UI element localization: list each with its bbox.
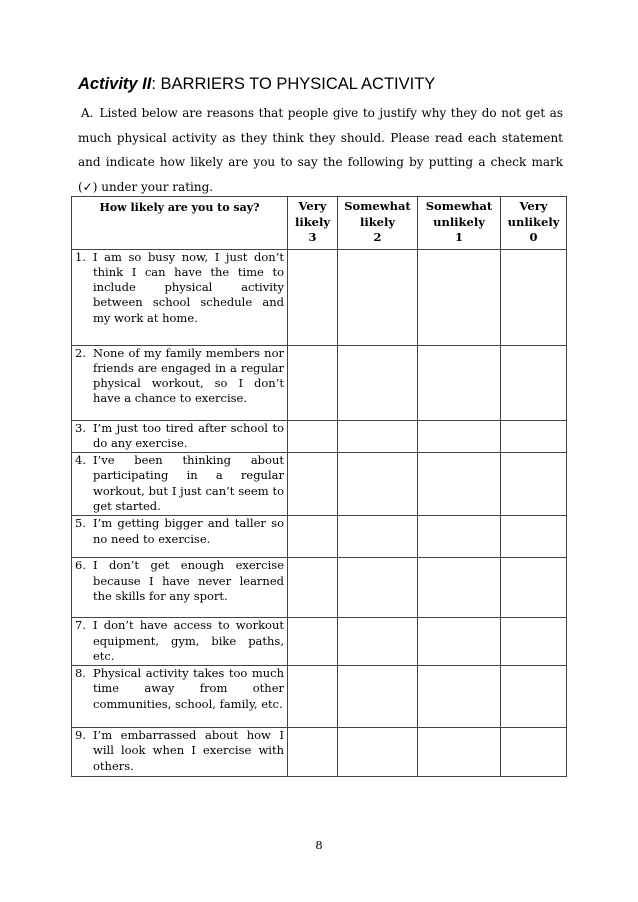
instructions-paragraph (78, 101, 563, 199)
table-row (72, 558, 567, 618)
statement-number: 7. (75, 618, 86, 633)
rating-cell-very-likely[interactable] (288, 420, 338, 453)
activity-heading (78, 75, 435, 94)
rating-cell-very-unlikely[interactable] (501, 249, 567, 345)
rating-header-somewhat-unlikely (418, 197, 501, 250)
rating-score: 1 (454, 230, 463, 244)
statement-text: I’m just too tired after school to do any exercise. (93, 420, 284, 450)
rating-header-line: unlikely (507, 214, 560, 229)
table-row (72, 666, 567, 728)
rating-header-line: likely (294, 214, 331, 229)
table-row (72, 453, 567, 516)
heading-separator: : (151, 75, 161, 93)
statement-cell (72, 516, 288, 558)
rating-cell-very-likely[interactable] (288, 249, 338, 345)
rating-cell-very-likely[interactable] (288, 453, 338, 516)
rating-cell-somewhat-unlikely[interactable] (418, 618, 501, 666)
statement-cell (72, 453, 288, 516)
statement-cell (72, 249, 288, 345)
table-row (72, 249, 567, 345)
rating-header-line: Very (298, 199, 327, 213)
rating-score: 2 (373, 230, 382, 244)
rating-cell-somewhat-likely[interactable] (338, 666, 418, 728)
rating-header-line: Very (519, 199, 548, 213)
rating-cell-somewhat-unlikely[interactable] (418, 420, 501, 453)
statement-text: I’m embarrassed about how I will look when I exercise with others. (93, 728, 284, 773)
rating-cell-very-unlikely[interactable] (501, 618, 567, 666)
statement-number: 4. (75, 453, 86, 468)
statement-cell (72, 666, 288, 728)
rating-cell-very-likely[interactable] (288, 558, 338, 618)
rating-header-line: Somewhat (344, 199, 411, 213)
statement-number: 1. (75, 249, 86, 264)
table-row (72, 420, 567, 453)
statement-number: 6. (75, 558, 86, 573)
rating-cell-very-unlikely[interactable] (501, 558, 567, 618)
instructions-text: Listed below are reasons that people give to justify why they do not get as much physical activity as they think they should. Please read each statement and indicate how likely are you to say the following by putting a check mark (✓) under your rating. (78, 106, 563, 194)
statement-cell (72, 420, 288, 453)
rating-cell-very-unlikely[interactable] (501, 516, 567, 558)
table-row (72, 618, 567, 666)
table-row (72, 728, 567, 777)
rating-cell-very-likely[interactable] (288, 728, 338, 777)
rating-cell-very-likely[interactable] (288, 618, 338, 666)
statement-cell (72, 618, 288, 666)
rating-cell-somewhat-unlikely[interactable] (418, 666, 501, 728)
rating-cell-very-unlikely[interactable] (501, 420, 567, 453)
statement-text: I’m getting bigger and taller so no need to exercise. (93, 516, 284, 546)
rating-cell-somewhat-unlikely[interactable] (418, 453, 501, 516)
statement-cell (72, 558, 288, 618)
activity-label: Activity II (78, 75, 152, 93)
rating-cell-somewhat-likely[interactable] (338, 345, 418, 420)
barriers-rating-table (71, 196, 567, 777)
rating-cell-somewhat-unlikely[interactable] (418, 558, 501, 618)
rating-cell-very-unlikely[interactable] (501, 453, 567, 516)
rating-header-somewhat-likely (338, 197, 418, 250)
rating-header-very-likely (288, 197, 338, 250)
rating-cell-very-unlikely[interactable] (501, 345, 567, 420)
statement-text: Physical activity takes too much time away from other communities, school, family, etc. (93, 666, 284, 711)
rating-cell-very-unlikely[interactable] (501, 666, 567, 728)
section-marker: A. (81, 106, 94, 120)
rating-cell-very-likely[interactable] (288, 516, 338, 558)
statement-cell (72, 345, 288, 420)
statement-number: 5. (75, 516, 86, 531)
rating-cell-somewhat-unlikely[interactable] (418, 345, 501, 420)
rating-cell-somewhat-likely[interactable] (338, 558, 418, 618)
rating-cell-very-likely[interactable] (288, 345, 338, 420)
table-header-row (72, 197, 567, 250)
statement-number: 9. (75, 728, 86, 743)
rating-cell-somewhat-likely[interactable] (338, 453, 418, 516)
rating-cell-somewhat-unlikely[interactable] (418, 516, 501, 558)
statement-number: 8. (75, 666, 86, 681)
statement-text: I’ve been thinking about participating in a regular workout, but I just can’t seem to get started. (93, 453, 284, 513)
statement-text: I don’t have access to workout equipment, gym, bike paths, etc. (93, 618, 284, 663)
rating-header-line: Somewhat (425, 199, 493, 213)
rating-header-line: unlikely (433, 214, 485, 229)
rating-score: 0 (529, 230, 538, 244)
rating-cell-somewhat-likely[interactable] (338, 618, 418, 666)
statement-cell (72, 728, 288, 777)
rating-header-very-unlikely (501, 197, 567, 250)
rating-cell-somewhat-unlikely[interactable] (418, 728, 501, 777)
statement-number: 3. (75, 420, 86, 435)
table-row (72, 345, 567, 420)
rating-cell-very-unlikely[interactable] (501, 728, 567, 777)
rating-cell-somewhat-likely[interactable] (338, 516, 418, 558)
question-column-header: How likely are you to say? (72, 197, 288, 250)
statement-number: 2. (75, 345, 86, 360)
rating-cell-very-likely[interactable] (288, 666, 338, 728)
rating-cell-somewhat-likely[interactable] (338, 249, 418, 345)
table-row (72, 516, 567, 558)
statement-text: I am so busy now, I just don’t think I can have the time to include physical activity between school schedule and my work at home. (93, 249, 284, 325)
rating-cell-somewhat-likely[interactable] (338, 420, 418, 453)
activity-subject: BARRIERS TO PHYSICAL ACTIVITY (160, 75, 436, 93)
rating-score: 3 (308, 230, 317, 244)
rating-header-line: likely (359, 214, 396, 229)
rating-cell-somewhat-likely[interactable] (338, 728, 418, 777)
rating-cell-somewhat-unlikely[interactable] (418, 249, 501, 345)
statement-text: I don’t get enough exercise because I have never learned the skills for any sport. (93, 558, 284, 603)
statement-text: None of my family members nor friends are engaged in a regular physical workout, so I don’t have a chance to exercise. (93, 345, 284, 406)
page-number: 8 (315, 838, 323, 852)
